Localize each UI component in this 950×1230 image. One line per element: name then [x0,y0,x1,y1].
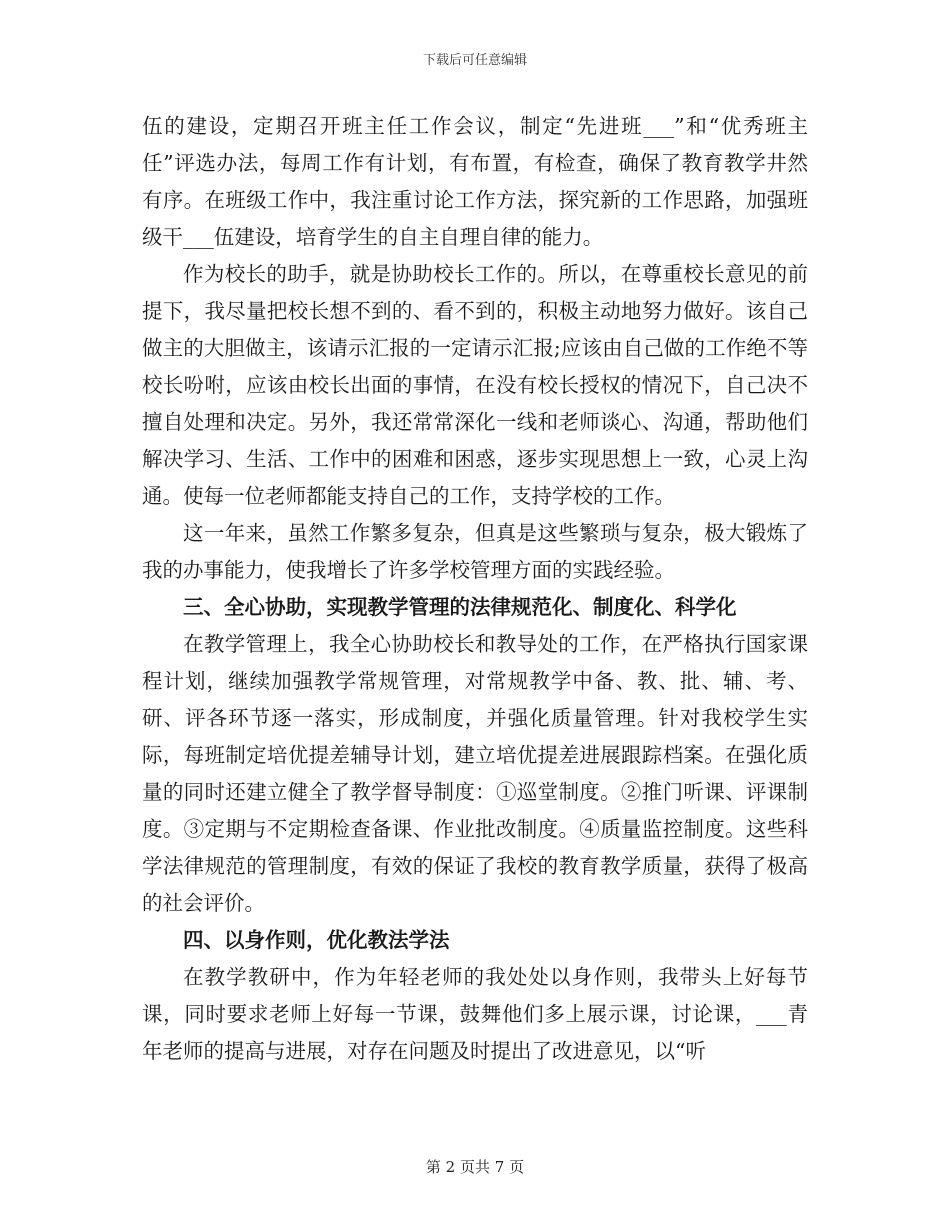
paragraph-assistant-role: 作为校长的助手，就是协助校长工作的。所以，在尊重校长意见的前提下，我尽量把校长想不到的、看不到的，积极主动地努力做好。该自己做主的大胆做主，该请示汇报的一定请示汇报;应该由自己做的工作绝不等校长吩咐，应该由校长出面的事情，在没有校长授权的情况下，自己决不擅自处理和决定。另外，我还常常深化一线和老师谈心、沟通，帮助他们解决学习、生活、工作中的困难和困惑，逐步实现思想上一致，心灵上沟通。使每一位老师都能支持自己的工作，支持学校的工作。 [142,262,808,508]
section-heading-three: 三、全心协助，实现教学管理的法律规范化、制度化、科学化 [183,595,737,619]
paragraph-year-summary: 这一年来，虽然工作繁多复杂，但真是这些繁琐与复杂，极大锻炼了我的办事能力，使我增长了许多学校管理方面的实践经验。 [142,521,808,582]
paragraph-teaching-management: 在教学管理上，我全心协助校长和教导处的工作，在严格执行国家课程计划，继续加强教学常规管理，对常规教学中备、教、批、辅、考、研、评各环节逐一落实，形成制度，并强化质量管理。针对我校学生实际，每班制定培优提差辅导计划，建立培优提差进展跟踪档案。在强化质量的同时还建立健全了教学督导制度：①巡堂制度。②推门听课、评课制度。③定期与不定期检查备课、作业批改制度。④质量监控制度。这些科学法律规范的管理制度，有效的保证了我校的教育教学质量，获得了极高的社会评价。 [142,632,808,915]
header-note: 下载后可任意编辑 [422,53,527,68]
paragraph-continued: 伍的建设，定期召开班主任工作会议，制定“先进班___”和“优秀班主任”评选办法，每周工作有计划，有布置，有检查，确保了教育教学井然有序。在班级工作中，我注重讨论工作方法，探究新的工作思路，加强班级干___伍建设，培育学生的自主自理自律的能力。 [142,114,808,249]
page-number: 第 2 页共 7 页 [425,1158,525,1176]
document-body [142,108,808,1070]
paragraph-teaching-research: 在教学教研中，作为年轻老师的我处处以身作则，我带头上好每节课，同时要求老师上好每一节课，鼓舞他们多上展示课，讨论课，___青年老师的提高与进展，对存在问题及时提出了改进意见，以“听 [142,965,808,1063]
section-heading-four: 四、以身作则，优化教法学法 [183,928,450,952]
